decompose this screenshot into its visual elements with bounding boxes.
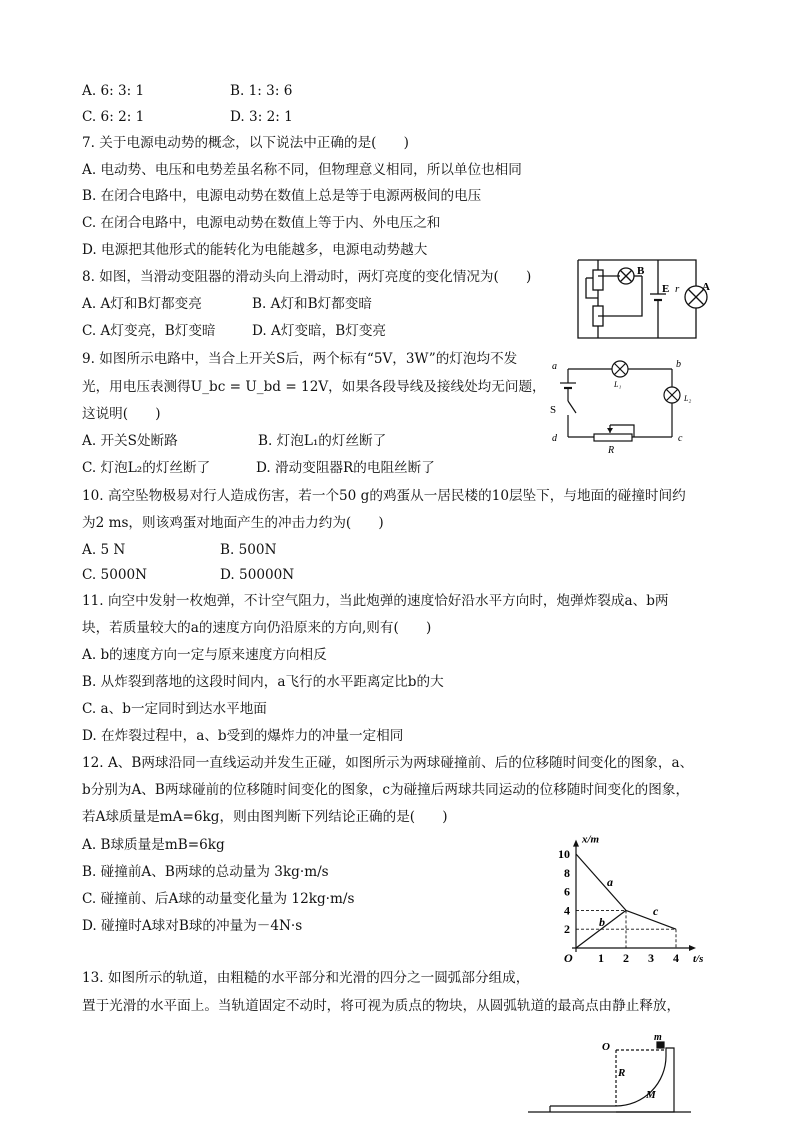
q8-emf-label: E	[662, 283, 670, 295]
x-tick-label: 1	[598, 951, 604, 965]
q10-option-c: C. 5000N	[82, 567, 148, 583]
q11-stem-line-1: 11. 向空中发射一枚炮弹，不计空气阻力，当此炮弹的速度恰好沿水平方向时，炮弹炸裂成a、b两	[82, 593, 669, 609]
q11-stem-line-2: 块，若质量较大的a的速度方向仍沿原来的方向,则有( )	[82, 620, 432, 636]
q6-option-c: C. 6: 2: 1	[82, 109, 145, 125]
series-a-line	[576, 854, 626, 910]
q12-option-b: B. 碰撞前A、B两球的总动量为 3kg·m/s	[82, 864, 329, 880]
q9-stem-line-1: 9. 如图所示电路中，当合上开关S后，两个标有“5V，3W”的灯泡均不发	[82, 351, 518, 367]
q10-option-d: D. 50000N	[220, 567, 295, 583]
y-axis-arrow	[573, 840, 579, 847]
q7-option-a: A. 电动势、电压和电势差虽名称不同，但物理意义相同，所以单位也相同	[82, 162, 522, 178]
series-c-label: c	[653, 903, 659, 918]
q8-lamp-b-label: B	[637, 265, 645, 277]
q13-stem-line-2: 置于光滑的水平面上。当轨道固定不动时，将可视为质点的物块，从圆弧轨道的最高点由静止释放，	[82, 998, 681, 1014]
q9-node-d-label: d	[552, 433, 557, 444]
q7-option-b: B. 在闭合电路中，电源电动势在数值上总是等于电源两极间的电压	[82, 188, 482, 204]
q10-stem-line-1: 10. 高空坠物极易对行人造成伤害，若一个50 g的鸡蛋从一居民楼的10层坠下，与地面的碰撞时间约	[82, 488, 686, 504]
q9-rheostat-label: R	[608, 445, 615, 455]
y-tick-label: 6	[564, 884, 570, 899]
q9-circuit-figure	[546, 355, 706, 455]
q12-option-c: C. 碰撞前、后A球的动量变化量为 12kg·m/s	[82, 891, 355, 907]
q12-stem-line-3: 若A球质量是mA=6kg，则由图判断下列结论正确的是( )	[82, 809, 448, 825]
q11-option-d: D. 在炸裂过程中，a、b受到的爆炸力的冲量一定相同	[82, 728, 404, 744]
q6-option-d: D. 3: 2: 1	[230, 109, 293, 125]
q9-node-a-label: a	[552, 361, 557, 372]
q8-stem: 8. 如图，当滑动变阻器的滑动头向上滑动时，两灯亮度的变化情况为( )	[82, 269, 532, 285]
series-c-line	[626, 910, 676, 929]
q6-option-b: B. 1: 3: 6	[230, 83, 293, 99]
y-axis-label: x/m	[582, 833, 600, 846]
q9-node-c-label: c	[678, 433, 683, 444]
q9-lamp-l1-label: L₁	[614, 380, 622, 389]
q12-xt-chart	[548, 820, 718, 970]
x-axis-arrow	[689, 945, 696, 951]
q10-option-a: A. 5 N	[82, 542, 126, 558]
q12-option-d: D. 碰撞时A球对B球的冲量为－4N·s	[82, 918, 303, 934]
q13-track-figure	[526, 1034, 696, 1116]
q8-option-d: D. A灯变暗，B灯变亮	[252, 323, 387, 339]
q9-stem-line-2: 光，用电压表测得U_bc = U_bd = 12V，如果各段导线及接线处均无问题，	[82, 379, 546, 395]
q8-circuit-figure	[574, 256, 714, 342]
y-tick-label: 8	[564, 865, 570, 880]
q8-lamp-a-label: A	[702, 281, 710, 293]
q9-lamp-l2-label: L₂	[684, 394, 692, 403]
y-tick-label: 4	[564, 903, 570, 918]
q13-stem-line-1: 13. 如图所示的轨道，由粗糙的水平部分和光滑的四分之一圆弧部分组成，	[82, 970, 530, 986]
series-a-label: a	[607, 875, 613, 890]
q13-center-o-label: O	[602, 1041, 610, 1053]
q8-r-label: r	[675, 283, 680, 295]
q9-option-b: B. 灯泡L₁的灯丝断了	[258, 433, 387, 449]
q10-stem-line-2: 为2 ms，则该鸡蛋对地面产生的冲击力约为( )	[82, 515, 384, 531]
q9-node-b-label: b	[676, 359, 681, 370]
x-tick-label: 4	[673, 951, 679, 965]
q9-option-a: A. 开关S处断路	[82, 433, 178, 449]
q11-option-a: A. b的速度方向一定与原来速度方向相反	[82, 647, 327, 663]
y-tick-label: 2	[564, 922, 570, 937]
q9-option-d: D. 滑动变阻器R的电阻丝断了	[256, 460, 435, 476]
q12-stem-line-1: 12. A、B两球沿同一直线运动并发生正碰，如图所示为两球碰撞前、后的位移随时间变化的图象，a、	[82, 755, 694, 771]
q7-option-d: D. 电源把其他形式的能转化为电能越多，电源电动势越大	[82, 242, 428, 258]
q11-option-c: C. a、b一定同时到达水平地面	[82, 701, 267, 717]
x-tick-label: 2	[623, 951, 629, 965]
q13-radius-r-label: R	[618, 1067, 626, 1079]
y-tick-label: 10	[558, 847, 570, 861]
q8-option-c: C. A灯变亮，B灯变暗	[82, 323, 216, 339]
q7-stem: 7. 关于电源电动势的概念，以下说法中正确的是( )	[82, 135, 409, 151]
q13-block-mass-label: m	[654, 1034, 662, 1043]
q7-option-c: C. 在闭合电路中，电源电动势在数值上等于内、外电压之和	[82, 215, 441, 231]
q12-stem-line-2: b分别为A、B两球碰前的位移随时间变化的图象，c为碰撞后两球共同运动的位移随时间变化的图象，	[82, 782, 690, 798]
x-tick-label: 3	[648, 951, 654, 965]
q8-option-a: A. A灯和B灯都变亮	[82, 296, 202, 312]
q11-option-b: B. 从炸裂到落地的这段时间内，a飞行的水平距离定比b的大	[82, 674, 444, 690]
q10-option-b: B. 500N	[220, 542, 277, 558]
q9-option-c: C. 灯泡L₂的灯丝断了	[82, 460, 211, 476]
q8-option-b: B. A灯和B灯都变暗	[252, 296, 373, 312]
series-b-label: b	[599, 915, 605, 930]
q13-track-mass-label: M	[646, 1089, 656, 1101]
q9-switch-label: S	[550, 404, 557, 416]
x-axis-label: t/s	[693, 953, 704, 965]
q12-option-a: A. B球质量是mB=6kg	[82, 837, 225, 853]
origin-label: O	[564, 951, 573, 965]
q9-stem-line-3: 这说明( )	[82, 406, 161, 422]
q6-option-a: A. 6: 3: 1	[82, 83, 145, 99]
